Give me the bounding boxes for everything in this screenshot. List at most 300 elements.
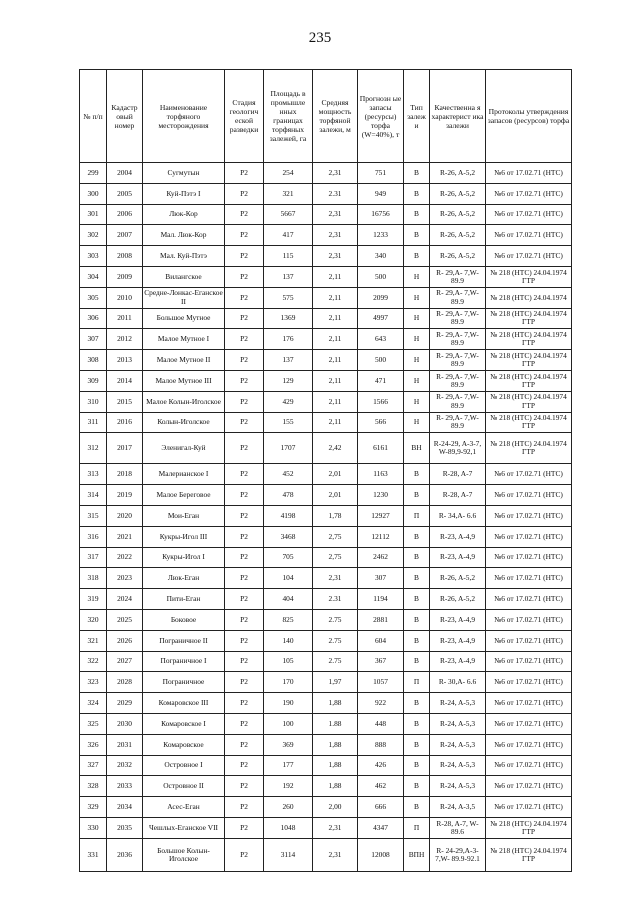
cell-forecast-reserves: 1194: [358, 589, 404, 610]
cell-forecast-reserves: 1230: [358, 485, 404, 506]
cell-area: 452: [264, 464, 313, 485]
cell-cadastral-number: 2017: [107, 433, 143, 464]
table-row: [80, 755, 572, 776]
cell-area: 404: [264, 589, 313, 610]
cell-index: 300: [80, 183, 107, 204]
cell-average-depth: 2,31: [313, 568, 358, 589]
cell-forecast-reserves: 2881: [358, 609, 404, 630]
cell-forecast-reserves: 307: [358, 568, 404, 589]
cell-forecast-reserves: 1566: [358, 391, 404, 412]
cell-protocol: №6 от 17.02.71 (НТС): [486, 734, 572, 755]
cell-cadastral-number: 2026: [107, 630, 143, 651]
cell-forecast-reserves: 1057: [358, 672, 404, 693]
cell-cadastral-number: 2020: [107, 505, 143, 526]
cell-exploration-stage: Р2: [225, 225, 264, 246]
cell-forecast-reserves: 2462: [358, 547, 404, 568]
cell-quality: R- 29,A- 7,W- 89.9: [430, 412, 486, 433]
cell-exploration-stage: Р2: [225, 547, 264, 568]
cell-cadastral-number: 2006: [107, 204, 143, 225]
cell-exploration-stage: Р2: [225, 630, 264, 651]
cell-forecast-reserves: 500: [358, 350, 404, 371]
cell-protocol: №6 от 17.02.71 (НТС): [486, 755, 572, 776]
table-row: [80, 630, 572, 651]
cell-area: 3114: [264, 838, 313, 871]
cell-deposit-type: В: [404, 776, 430, 797]
cell-protocol: №6 от 17.02.71 (НТС): [486, 225, 572, 246]
cell-cadastral-number: 2034: [107, 797, 143, 818]
cell-protocol: № 218 (НТС) 24.04.1974 ГТР: [486, 433, 572, 464]
cell-index: 299: [80, 163, 107, 184]
cell-cadastral-number: 2015: [107, 391, 143, 412]
cell-index: 315: [80, 505, 107, 526]
cell-quality: R-24, A-5,3: [430, 755, 486, 776]
cell-exploration-stage: Р2: [225, 568, 264, 589]
cell-average-depth: 2,31: [313, 838, 358, 871]
cell-exploration-stage: Р2: [225, 693, 264, 714]
cell-forecast-reserves: 922: [358, 693, 404, 714]
cell-protocol: №6 от 17.02.71 (НТС): [486, 204, 572, 225]
cell-index: 305: [80, 287, 107, 308]
cell-protocol: №6 от 17.02.71 (НТС): [486, 246, 572, 267]
table-row: [80, 589, 572, 610]
table-row: [80, 204, 572, 225]
cell-forecast-reserves: 471: [358, 370, 404, 391]
cell-deposit-name: Комаровское III: [143, 693, 225, 714]
cell-quality: R-26, A-5,2: [430, 589, 486, 610]
cell-area: 705: [264, 547, 313, 568]
cell-forecast-reserves: 6161: [358, 433, 404, 464]
cell-index: 322: [80, 651, 107, 672]
header-forecast-reserves: Прогнозн ые запасы (ресурсы) торфа (W=40%), т: [358, 70, 404, 163]
cell-area: 429: [264, 391, 313, 412]
page-number: 235: [308, 30, 332, 46]
cell-cadastral-number: 2033: [107, 776, 143, 797]
cell-average-depth: 2,11: [313, 350, 358, 371]
cell-cadastral-number: 2009: [107, 266, 143, 287]
cell-average-depth: 2.75: [313, 630, 358, 651]
cell-cadastral-number: 2025: [107, 609, 143, 630]
cell-deposit-name: Мои-Еган: [143, 505, 225, 526]
cell-exploration-stage: Р2: [225, 651, 264, 672]
cell-quality: R- 29,A- 7,W- 89.9: [430, 287, 486, 308]
cell-deposit-type: В: [404, 163, 430, 184]
cell-protocol: №6 от 17.02.71 (НТС): [486, 589, 572, 610]
cell-index: 307: [80, 329, 107, 350]
cell-cadastral-number: 2021: [107, 526, 143, 547]
cell-exploration-stage: Р2: [225, 589, 264, 610]
table-row: [80, 391, 572, 412]
cell-exploration-stage: Р2: [225, 526, 264, 547]
cell-index: 331: [80, 838, 107, 871]
cell-deposit-type: В: [404, 568, 430, 589]
cell-cadastral-number: 2004: [107, 163, 143, 184]
cell-area: 417: [264, 225, 313, 246]
cell-cadastral-number: 2032: [107, 755, 143, 776]
cell-forecast-reserves: 4997: [358, 308, 404, 329]
cell-deposit-name: Большое Мутное: [143, 308, 225, 329]
cell-exploration-stage: Р2: [225, 329, 264, 350]
cell-exploration-stage: Р2: [225, 797, 264, 818]
cell-deposit-type: В: [404, 246, 430, 267]
cell-forecast-reserves: 751: [358, 163, 404, 184]
cell-area: 192: [264, 776, 313, 797]
cell-average-depth: 2,75: [313, 526, 358, 547]
cell-deposit-type: В: [404, 693, 430, 714]
cell-exploration-stage: Р2: [225, 485, 264, 506]
cell-protocol: № 218 (НТС) 24.04.1974 ГТР: [486, 350, 572, 371]
cell-exploration-stage: Р2: [225, 183, 264, 204]
cell-area: 254: [264, 163, 313, 184]
cell-quality: R-24, A-5,3: [430, 713, 486, 734]
cell-area: 825: [264, 609, 313, 630]
cell-average-depth: 2,31: [313, 163, 358, 184]
cell-cadastral-number: 2007: [107, 225, 143, 246]
cell-area: 478: [264, 485, 313, 506]
cell-deposit-type: П: [404, 505, 430, 526]
cell-deposit-type: ВПН: [404, 838, 430, 871]
cell-deposit-type: В: [404, 797, 430, 818]
cell-deposit-type: Н: [404, 308, 430, 329]
cell-area: 140: [264, 630, 313, 651]
cell-average-depth: 2.75: [313, 651, 358, 672]
cell-protocol: №6 от 17.02.71 (НТС): [486, 526, 572, 547]
cell-cadastral-number: 2011: [107, 308, 143, 329]
cell-protocol: №6 от 17.02.71 (НТС): [486, 163, 572, 184]
cell-deposit-name: Куй-Пэтэ I: [143, 183, 225, 204]
cell-deposit-name: Большое Колын-Иголское: [143, 838, 225, 871]
cell-deposit-name: Островное II: [143, 776, 225, 797]
cell-forecast-reserves: 12112: [358, 526, 404, 547]
cell-cadastral-number: 2013: [107, 350, 143, 371]
cell-area: 575: [264, 287, 313, 308]
table-row: [80, 412, 572, 433]
cell-average-depth: 2,01: [313, 485, 358, 506]
cell-deposit-name: Малое Береговое: [143, 485, 225, 506]
cell-cadastral-number: 2029: [107, 693, 143, 714]
cell-area: 170: [264, 672, 313, 693]
cell-average-depth: 2,31: [313, 204, 358, 225]
cell-area: 321: [264, 183, 313, 204]
cell-protocol: №6 от 17.02.71 (НТС): [486, 547, 572, 568]
cell-area: 115: [264, 246, 313, 267]
cell-exploration-stage: Р2: [225, 838, 264, 871]
cell-area: 100: [264, 713, 313, 734]
cell-index: 319: [80, 589, 107, 610]
cell-deposit-name: Пограничное I: [143, 651, 225, 672]
cell-protocol: № 218 (НТС) 24.04.1974 ГТР: [486, 308, 572, 329]
header-average-depth: Средняя мощность торфяной залежи, м: [313, 70, 358, 163]
cell-exploration-stage: Р2: [225, 609, 264, 630]
cell-exploration-stage: Р2: [225, 308, 264, 329]
peat-deposits-table: [79, 69, 572, 872]
cell-protocol: №6 от 17.02.71 (НТС): [486, 485, 572, 506]
cell-deposit-name: Малое Колын-Иголское: [143, 391, 225, 412]
cell-area: 4198: [264, 505, 313, 526]
cell-average-depth: 2,42: [313, 433, 358, 464]
cell-index: 306: [80, 308, 107, 329]
cell-index: 321: [80, 630, 107, 651]
cell-average-depth: 1.88: [313, 713, 358, 734]
cell-average-depth: 1,88: [313, 755, 358, 776]
cell-cadastral-number: 2016: [107, 412, 143, 433]
table-row: [80, 183, 572, 204]
cell-forecast-reserves: 426: [358, 755, 404, 776]
header-area: Площадь в промышле нных границах торфяных залежей, га: [264, 70, 313, 163]
cell-average-depth: 2,75: [313, 547, 358, 568]
cell-average-depth: 2,11: [313, 308, 358, 329]
cell-average-depth: 2,11: [313, 412, 358, 433]
cell-index: 320: [80, 609, 107, 630]
cell-deposit-type: П: [404, 817, 430, 838]
cell-average-depth: 2,11: [313, 329, 358, 350]
cell-forecast-reserves: 367: [358, 651, 404, 672]
cell-quality: R-24, A-5,3: [430, 776, 486, 797]
cell-deposit-name: Кукры-Игол III: [143, 526, 225, 547]
cell-protocol: №6 от 17.02.71 (НТС): [486, 651, 572, 672]
cell-deposit-name: Комаровское: [143, 734, 225, 755]
cell-quality: R-26, A-5,2: [430, 225, 486, 246]
cell-area: 1707: [264, 433, 313, 464]
cell-forecast-reserves: 1233: [358, 225, 404, 246]
cell-exploration-stage: Р2: [225, 713, 264, 734]
cell-deposit-name: Средне-Лонкас-Еганское II: [143, 287, 225, 308]
cell-average-depth: 2.75: [313, 609, 358, 630]
cell-deposit-name: Чешлых-Еганское VII: [143, 817, 225, 838]
cell-index: 328: [80, 776, 107, 797]
cell-forecast-reserves: 604: [358, 630, 404, 651]
cell-protocol: № 218 (НТС) 24.04.1974 ГТР: [486, 412, 572, 433]
cell-area: 1048: [264, 817, 313, 838]
cell-protocol: №6 от 17.02.71 (НТС): [486, 505, 572, 526]
cell-forecast-reserves: 666: [358, 797, 404, 818]
cell-quality: R-24, A-5,3: [430, 693, 486, 714]
cell-index: 312: [80, 433, 107, 464]
cell-cadastral-number: 2030: [107, 713, 143, 734]
cell-average-depth: 2.31: [313, 183, 358, 204]
table-row: [80, 609, 572, 630]
cell-protocol: № 218 (НТС) 24.04.1974 ГТР: [486, 370, 572, 391]
table-row: [80, 433, 572, 464]
cell-average-depth: 2,31: [313, 817, 358, 838]
cell-area: 104: [264, 568, 313, 589]
cell-deposit-type: В: [404, 464, 430, 485]
cell-cadastral-number: 2036: [107, 838, 143, 871]
cell-average-depth: 2,31: [313, 246, 358, 267]
cell-protocol: №6 от 17.02.71 (НТС): [486, 693, 572, 714]
cell-forecast-reserves: 500: [358, 266, 404, 287]
cell-cadastral-number: 2028: [107, 672, 143, 693]
cell-exploration-stage: Р2: [225, 734, 264, 755]
cell-quality: R-26, A-5,2: [430, 246, 486, 267]
header-cadastral-number: Кадастр овый номер: [107, 70, 143, 163]
table-row: [80, 776, 572, 797]
cell-cadastral-number: 2005: [107, 183, 143, 204]
cell-area: 129: [264, 370, 313, 391]
table-row: [80, 797, 572, 818]
cell-protocol: №6 от 17.02.71 (НТС): [486, 797, 572, 818]
cell-exploration-stage: Р2: [225, 204, 264, 225]
cell-quality: R-26, A-5,2: [430, 204, 486, 225]
cell-quality: R-23, A-4,9: [430, 651, 486, 672]
cell-protocol: №6 от 17.02.71 (НТС): [486, 183, 572, 204]
cell-area: 137: [264, 350, 313, 371]
cell-exploration-stage: Р2: [225, 391, 264, 412]
table-row: [80, 505, 572, 526]
cell-average-depth: 2,11: [313, 391, 358, 412]
cell-quality: R- 29,A- 7,W- 89.9: [430, 350, 486, 371]
cell-area: 155: [264, 412, 313, 433]
cell-average-depth: 2,31: [313, 225, 358, 246]
table-row: [80, 266, 572, 287]
cell-area: 5667: [264, 204, 313, 225]
cell-deposit-type: В: [404, 547, 430, 568]
cell-protocol: № 218 (НТС) 24.04.1974 ГТР: [486, 266, 572, 287]
cell-deposit-type: П: [404, 672, 430, 693]
cell-area: 190: [264, 693, 313, 714]
cell-index: 310: [80, 391, 107, 412]
cell-deposit-type: В: [404, 526, 430, 547]
header-index: № п/п: [80, 70, 107, 163]
cell-cadastral-number: 2018: [107, 464, 143, 485]
cell-protocol: №6 от 17.02.71 (НТС): [486, 630, 572, 651]
table-body: [80, 163, 572, 872]
cell-protocol: №6 от 17.02.71 (НТС): [486, 568, 572, 589]
cell-protocol: №6 от 17.02.71 (НТС): [486, 776, 572, 797]
cell-exploration-stage: Р2: [225, 412, 264, 433]
cell-deposit-name: Вилангское: [143, 266, 225, 287]
cell-deposit-name: Мал. Люк-Кор: [143, 225, 225, 246]
cell-cadastral-number: 2023: [107, 568, 143, 589]
cell-exploration-stage: Р2: [225, 464, 264, 485]
cell-average-depth: 2,00: [313, 797, 358, 818]
cell-index: 303: [80, 246, 107, 267]
cell-deposit-type: Н: [404, 391, 430, 412]
table-row: [80, 568, 572, 589]
cell-index: 316: [80, 526, 107, 547]
cell-deposit-type: ВН: [404, 433, 430, 464]
cell-index: 323: [80, 672, 107, 693]
cell-deposit-type: В: [404, 651, 430, 672]
cell-quality: R-24-29, A-3-7, W-89,9-92,1: [430, 433, 486, 464]
cell-exploration-stage: Р2: [225, 505, 264, 526]
cell-deposit-type: В: [404, 630, 430, 651]
cell-deposit-name: Люк-Еган: [143, 568, 225, 589]
cell-deposit-type: Н: [404, 370, 430, 391]
table-row: [80, 287, 572, 308]
cell-cadastral-number: 2035: [107, 817, 143, 838]
cell-exploration-stage: Р2: [225, 163, 264, 184]
cell-quality: R- 30,A- 6.6: [430, 672, 486, 693]
cell-deposit-name: Колын-Иголское: [143, 412, 225, 433]
cell-area: 177: [264, 755, 313, 776]
cell-average-depth: 2,01: [313, 464, 358, 485]
cell-index: 304: [80, 266, 107, 287]
cell-quality: R-23, A-4,9: [430, 630, 486, 651]
cell-deposit-type: В: [404, 713, 430, 734]
cell-average-depth: 1,88: [313, 693, 358, 714]
cell-area: 260: [264, 797, 313, 818]
cell-deposit-name: Островное I: [143, 755, 225, 776]
cell-cadastral-number: 2022: [107, 547, 143, 568]
cell-deposit-type: Н: [404, 266, 430, 287]
cell-index: 301: [80, 204, 107, 225]
cell-deposit-name: Боковое: [143, 609, 225, 630]
cell-average-depth: 2,11: [313, 287, 358, 308]
cell-area: 369: [264, 734, 313, 755]
cell-deposit-type: В: [404, 183, 430, 204]
cell-average-depth: 2,11: [313, 370, 358, 391]
cell-index: 318: [80, 568, 107, 589]
cell-forecast-reserves: 16756: [358, 204, 404, 225]
cell-index: 324: [80, 693, 107, 714]
cell-exploration-stage: Р2: [225, 370, 264, 391]
cell-area: 176: [264, 329, 313, 350]
cell-protocol: №6 от 17.02.71 (НТС): [486, 672, 572, 693]
cell-index: 317: [80, 547, 107, 568]
cell-protocol: № 218 (НТС) 24.04.1974 ГТР: [486, 817, 572, 838]
table-row: [80, 713, 572, 734]
cell-deposit-type: Н: [404, 350, 430, 371]
cell-average-depth: 2.31: [313, 589, 358, 610]
cell-forecast-reserves: 12927: [358, 505, 404, 526]
cell-exploration-stage: Р2: [225, 266, 264, 287]
cell-area: 1369: [264, 308, 313, 329]
header-protocols: Протоколы утверждения запасов (ресурсов) торфа: [486, 70, 572, 163]
cell-index: 329: [80, 797, 107, 818]
cell-deposit-name: Пити-Еган: [143, 589, 225, 610]
table-row: [80, 163, 572, 184]
table-row: [80, 308, 572, 329]
cell-exploration-stage: Р2: [225, 246, 264, 267]
cell-index: 326: [80, 734, 107, 755]
cell-deposit-type: В: [404, 589, 430, 610]
cell-deposit-name: Пограничное II: [143, 630, 225, 651]
cell-deposit-type: В: [404, 734, 430, 755]
cell-quality: R-28, A-7: [430, 485, 486, 506]
cell-index: 330: [80, 817, 107, 838]
cell-protocol: № 218 (НТС) 24.04.1974: [486, 287, 572, 308]
cell-cadastral-number: 2031: [107, 734, 143, 755]
cell-average-depth: 1,88: [313, 734, 358, 755]
cell-quality: R- 29,A- 7,W- 89.9: [430, 391, 486, 412]
cell-forecast-reserves: 448: [358, 713, 404, 734]
cell-quality: R- 29,A- 7,W- 89.9: [430, 308, 486, 329]
table-row: [80, 547, 572, 568]
cell-protocol: №6 от 17.02.71 (НТС): [486, 609, 572, 630]
cell-quality: R-26, A-5,2: [430, 183, 486, 204]
cell-average-depth: 2,11: [313, 266, 358, 287]
cell-average-depth: 1,88: [313, 776, 358, 797]
cell-protocol: № 218 (НТС) 24.04.1974 ГТР: [486, 391, 572, 412]
cell-forecast-reserves: 4347: [358, 817, 404, 838]
cell-index: 327: [80, 755, 107, 776]
cell-forecast-reserves: 949: [358, 183, 404, 204]
cell-deposit-type: В: [404, 225, 430, 246]
cell-protocol: № 218 (НТС) 24.04.1974 ГТР: [486, 838, 572, 871]
cell-cadastral-number: 2014: [107, 370, 143, 391]
header-quality: Качественна я характерист ика залежи: [430, 70, 486, 163]
cell-area: 137: [264, 266, 313, 287]
table-row: [80, 838, 572, 871]
cell-deposit-name: Кукры-Игол I: [143, 547, 225, 568]
cell-deposit-type: Н: [404, 329, 430, 350]
cell-cadastral-number: 2008: [107, 246, 143, 267]
cell-deposit-name: Малое Мутное I: [143, 329, 225, 350]
cell-exploration-stage: Р2: [225, 350, 264, 371]
cell-deposit-type: В: [404, 204, 430, 225]
table-row: [80, 672, 572, 693]
cell-deposit-type: В: [404, 755, 430, 776]
